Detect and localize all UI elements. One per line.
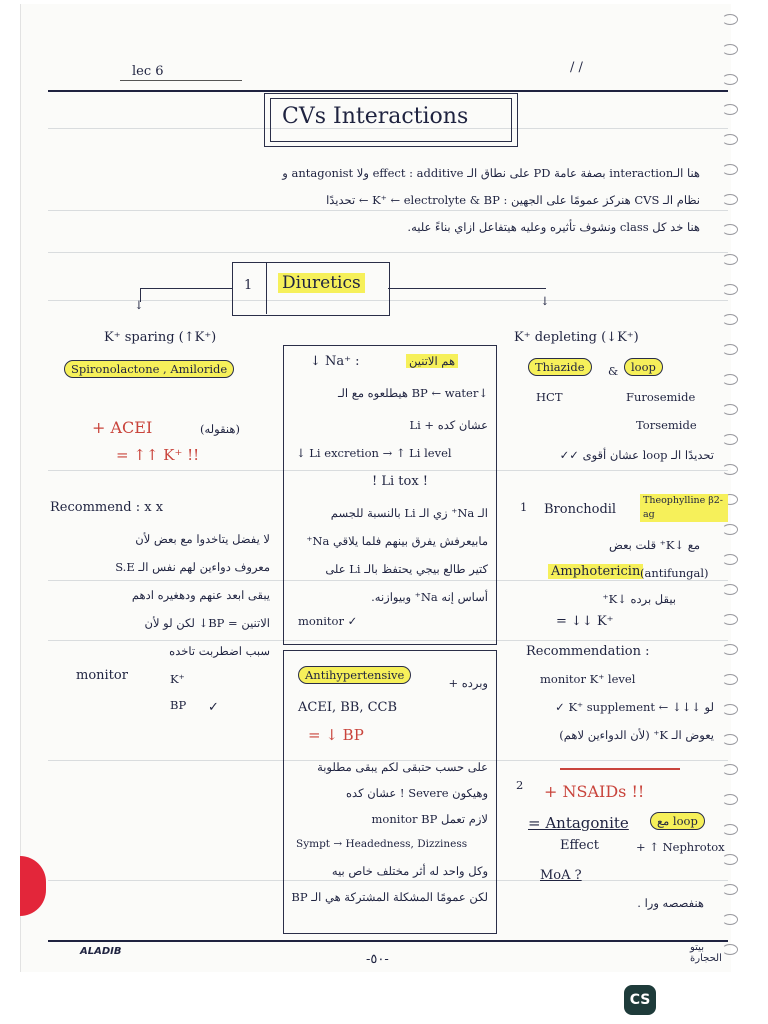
monitor-label: monitor: [76, 668, 128, 683]
middle-line: مابيعرفش يفرق بينهم فلما يلاقي Na⁺: [306, 534, 488, 548]
middle-line-li: ↓ Li excretion → ↑ Li level: [296, 446, 452, 460]
binding-ring: [722, 824, 738, 835]
amphotericin-note: (antifungal): [640, 566, 709, 580]
loop-note: تحديدًا الـ loop عشان أقوى ✓✓: [559, 448, 714, 462]
k-sparing-drugs: Spironolactone , Amiloride: [64, 360, 234, 378]
and-symbol: &: [608, 364, 619, 378]
ruled-line: [48, 210, 728, 211]
rec-line: monitor K⁺ level: [540, 672, 636, 686]
binding-ring: [722, 284, 738, 295]
antagonite-label: = Antagonite: [528, 814, 629, 832]
k-depleting-heading: K⁺ depleting (↓K⁺): [514, 330, 639, 345]
recommend-line: الاتنين = BP↓ لكن لو لأن: [144, 616, 270, 630]
section-divider: [266, 262, 267, 314]
middle-line: عشان كده + Li: [409, 418, 488, 432]
binding-ring: [722, 164, 738, 175]
anti-line: لكن عمومًا المشكلة المشتركة هي الـ BP: [291, 890, 488, 904]
ruled-line: [48, 252, 728, 253]
recommend-line: يبقى ابعد عنهم ودهغيره ادهم: [131, 588, 270, 602]
corner-stamp: بيتو الحجارة: [690, 942, 722, 964]
binding-ring: [722, 464, 738, 475]
anti-symptoms: Sympt → Headedness, Dizziness: [296, 838, 468, 850]
bp-result: = ↓ BP: [308, 726, 364, 744]
loop-pill: loop: [624, 358, 663, 376]
binding-ring: [722, 884, 738, 895]
nsaids-label: + NSAIDs !!: [544, 782, 645, 801]
lecture-underline: [120, 80, 242, 81]
anti-line: وهيكون Severe ! عشان كده: [346, 786, 488, 800]
check-icon: ✓: [208, 700, 219, 715]
binding-ring: [722, 344, 738, 355]
k-sparing-heading: K⁺ sparing (↑K⁺): [104, 330, 217, 345]
binding-ring: [722, 704, 738, 715]
anti-line: وكل واحد له أثر مختلف خاص بيه: [331, 864, 488, 878]
rec-line: يعوض الـ K⁺ (لأن الدواءين لاهم): [559, 728, 714, 742]
lecture-label: lec 6: [132, 64, 164, 79]
na-decrease: ↓ Na⁺ :: [310, 354, 360, 369]
binding-ring: [722, 614, 738, 625]
acei-combo-note: (هنقوله): [200, 422, 240, 436]
intro-line-3: هنا خد كل class ونشوف تأثيره وعليه هيتفاعل ازاي بناءً عليه.: [407, 220, 700, 234]
divider-red: [560, 768, 680, 770]
middle-line: أساس إنه Na⁺ وبيوازنه.: [371, 590, 488, 604]
binding-ring: [722, 914, 738, 925]
binding-ring: [722, 224, 738, 235]
theophylline-note: Theophylline β2-ag: [640, 494, 728, 522]
amphotericin-label: Amphotericin: [548, 564, 643, 579]
binding-ring: [722, 764, 738, 775]
date-field: / /: [570, 60, 583, 75]
antihypertensive-heading: Antihypertensive: [298, 666, 411, 684]
thiazide-pill: Thiazide: [528, 358, 592, 376]
branch-line-left: [140, 288, 232, 289]
example-torsemide: Torsemide: [636, 418, 697, 432]
middle-line: كتير طالع بيجي يحتفظ بالـ Li على: [325, 562, 488, 576]
binding-ring: [722, 74, 738, 85]
amphotericin-note-2: بيقل برده ↓K⁺: [602, 592, 676, 606]
binding-ring: [722, 194, 738, 205]
binding-ring: [722, 104, 738, 115]
nephrotox-label: + ↑ Nephrotox: [636, 840, 725, 854]
binding-ring: [722, 734, 738, 745]
binding-ring: [722, 404, 738, 415]
monitor-item-bp: BP: [170, 698, 187, 712]
li-tox: ! Li tox !: [372, 474, 429, 489]
arrow-down-icon: ↓: [134, 298, 144, 312]
binding-ring: [722, 554, 738, 565]
bronchodil-note: مع ↓K⁺ قلت بعض: [609, 538, 700, 552]
binding-ring: [722, 14, 738, 25]
anti-prefix: وبرده +: [448, 676, 488, 690]
section-title: Diuretics: [278, 273, 365, 293]
item2-number: 2: [516, 778, 524, 792]
binding-ring: [722, 854, 738, 865]
recommend-line: معروف دواءين لهم نفس الـ S.E: [115, 560, 270, 574]
with-loop-pill: مع loop: [650, 812, 705, 830]
example-furosemide: Furosemide: [626, 390, 696, 404]
section-number: 1: [244, 278, 253, 293]
intro-line-1: هنا الـinteraction بصفة عامة PD على نطاق الـ effect : additive ولا antagonist و: [282, 166, 700, 180]
rec-line: لو ↓↓↓ ← K⁺ supplement ✓: [555, 700, 714, 714]
later-note: هنفصصه ورا .: [637, 896, 704, 910]
anti-line: لازم تعمل monitor BP: [371, 812, 488, 826]
binding-ring: [722, 44, 738, 55]
camscanner-badge: CS: [624, 985, 656, 1015]
binding-ring: [722, 794, 738, 805]
binding-ring: [722, 674, 738, 685]
monitor-check: monitor ✓: [298, 614, 358, 628]
effect-label: Effect: [560, 838, 599, 853]
branch-line-right: [388, 288, 546, 289]
binding-ring: [722, 374, 738, 385]
recommendation-label: Recommendation :: [526, 644, 650, 659]
page-number: -٥٠-: [366, 952, 389, 967]
header-rule: [48, 90, 728, 92]
middle-line: الـ Na⁺ زي الـ Li بالنسبة للجسم: [330, 506, 488, 520]
item1-number: 1: [520, 500, 528, 514]
binding-ring: [722, 524, 738, 535]
binding-ring: [722, 314, 738, 325]
binding-ring: [722, 134, 738, 145]
page-title: CVs Interactions: [282, 104, 469, 129]
monitor-item-k: K⁺: [170, 672, 185, 686]
recommend-line: لا يفضل يتاخدوا مع بعض لأن: [135, 532, 270, 546]
both-label: هم الاتنين: [406, 354, 458, 368]
example-hct: HCT: [536, 390, 563, 404]
binding-ring: [722, 644, 738, 655]
recommend-line: سبب اضطربت تاخده: [169, 644, 270, 658]
binding-ring: [722, 584, 738, 595]
acei-combo: + ACEI: [92, 418, 153, 437]
binding-ring: [722, 434, 738, 445]
antihypertensive-drugs: ACEI, BB, CCB: [298, 700, 398, 715]
bronchodil-label: Bronchodil: [544, 502, 617, 517]
recommend-label: Recommend : x x: [50, 500, 164, 515]
intro-line-2: نظام الـ CVS هنركز عمومًا على الجهين : K⁺ ← electrolyte & BP ← تحديدًا: [326, 193, 700, 207]
moa-label: MoA ?: [540, 868, 582, 883]
middle-line: ↓BP ← water هيطلعوه مع الـ: [337, 386, 488, 400]
arrow-down-icon: ↓: [540, 294, 550, 308]
amphotericin-result: = ↓↓ K⁺: [556, 614, 614, 629]
binding-ring: [722, 254, 738, 265]
anti-line: على حسب حتبقى لكم يبقى مطلوبة: [317, 760, 488, 774]
hyperkalemia-result: = ↑↑ K⁺ !!: [116, 446, 200, 464]
notebook-brand: ALADIB: [80, 946, 122, 957]
footer-rule: [48, 940, 728, 942]
